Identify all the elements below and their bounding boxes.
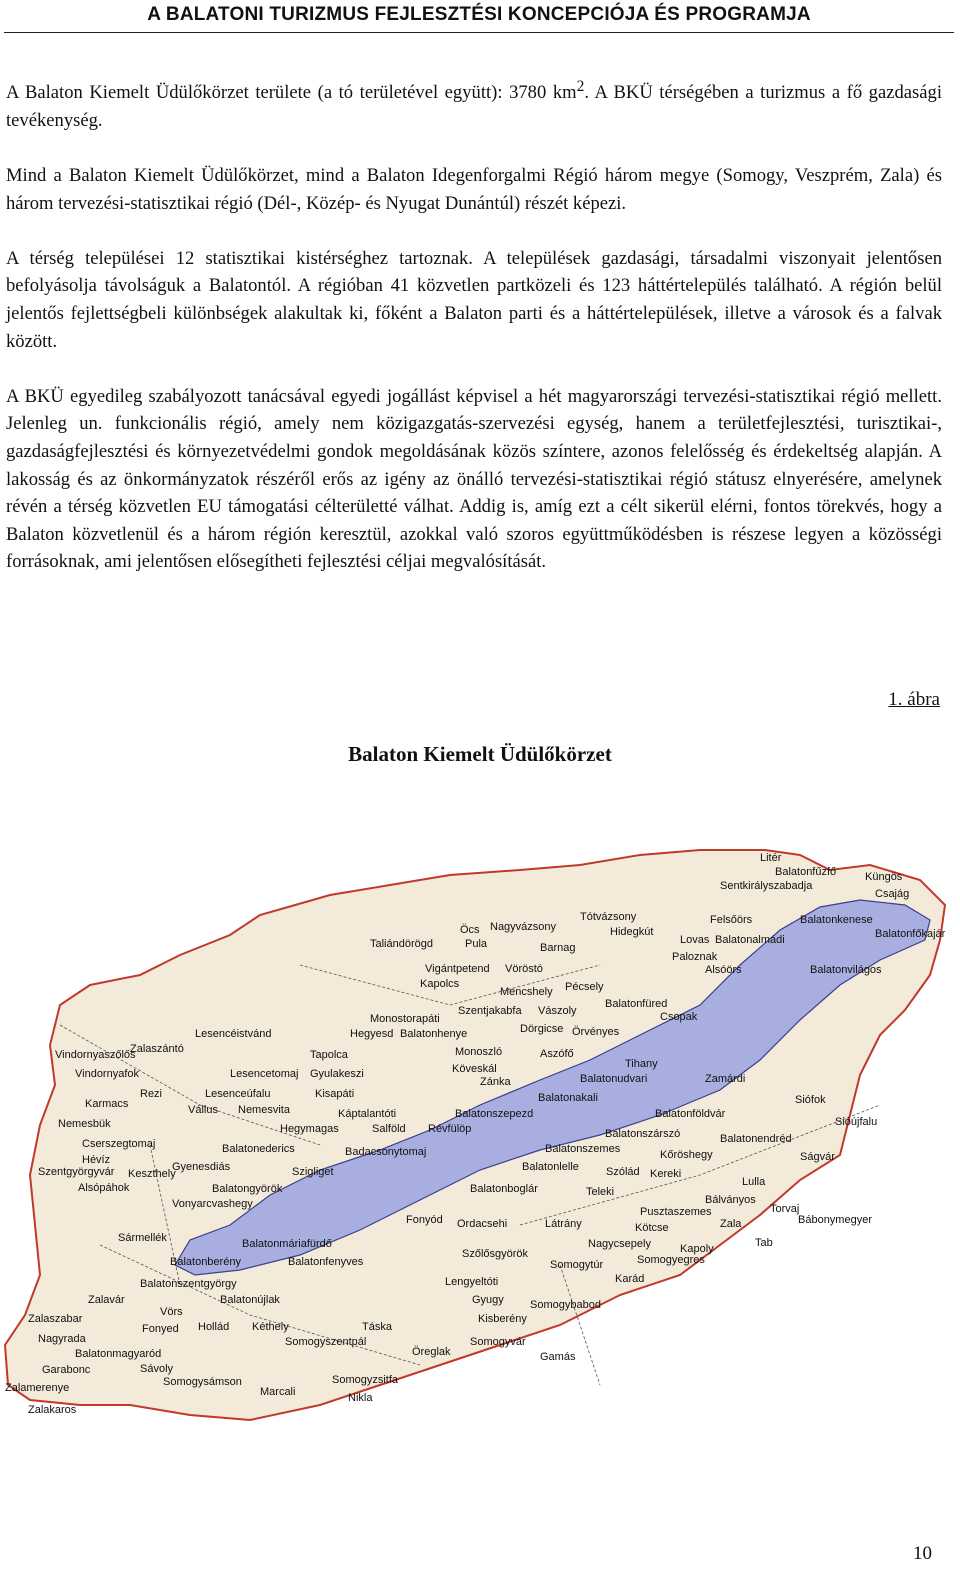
place-label: Nagyrada [38, 1333, 86, 1345]
place-label: Somogytúr [550, 1259, 604, 1271]
place-label: Vindornyafok [75, 1068, 140, 1080]
place-label: Salföld [372, 1123, 406, 1135]
place-label: Balatonszemes [545, 1143, 621, 1155]
place-label: Nemesbük [58, 1118, 111, 1130]
place-label: Öcs [460, 924, 480, 936]
place-label: Balatonlelle [522, 1161, 579, 1173]
place-label: Vállus [188, 1104, 218, 1116]
place-label: Somogyzsitfa [332, 1374, 399, 1386]
place-label: Hévíz [82, 1154, 111, 1166]
place-label: Aszófő [540, 1048, 574, 1060]
place-label: Mencshely [500, 986, 553, 998]
place-label: Monoszló [455, 1046, 503, 1058]
page-number: 10 [913, 1543, 932, 1564]
place-label: Zala [720, 1218, 742, 1230]
place-label: Pula [465, 938, 488, 950]
place-label: Kötcse [635, 1222, 669, 1234]
place-label: Siófok [795, 1094, 826, 1106]
place-label: Kisberény [478, 1313, 527, 1325]
place-label: Balatonújlak [220, 1294, 280, 1306]
place-label: Kisapáti [315, 1088, 355, 1100]
place-label: Tab [755, 1237, 773, 1249]
place-label: Látrány [545, 1218, 582, 1230]
place-label: Kapolcs [420, 978, 460, 990]
balaton-region-map [0, 845, 960, 1425]
place-label: Vörs [160, 1306, 183, 1318]
place-label: Balatonboglár [470, 1183, 538, 1195]
place-label: Zalaszabar [28, 1313, 83, 1325]
place-label: Sióújfalu [835, 1116, 878, 1128]
place-label: Nikla [348, 1392, 373, 1404]
place-label: Badacsonytomaj [345, 1146, 427, 1158]
place-label: Somogysámson [163, 1376, 242, 1388]
place-label: Taliándörögd [370, 938, 433, 950]
place-label: Szentgyörgyvár [38, 1166, 115, 1178]
place-label: Balatonszentgyörgy [140, 1278, 237, 1290]
place-label: Sármellék [118, 1232, 167, 1244]
paragraph-area-text-end: . A BKÜ térségében a turizmus a fő gazdasági tevékenység. [6, 82, 942, 131]
place-label: Tapolca [310, 1049, 348, 1061]
place-label: Pusztaszemes [640, 1206, 712, 1218]
place-label: Balatonhenye [400, 1028, 468, 1040]
place-label: Somogybabod [530, 1299, 601, 1311]
place-label: Nagyvázsony [490, 921, 557, 933]
place-label: Balatonmagyaród [75, 1348, 162, 1360]
place-label: Tótvázsony [580, 911, 637, 923]
place-label: Gyenesdiás [172, 1161, 231, 1173]
place-label: Zalaszántó [130, 1043, 184, 1055]
place-label: Vászoly [538, 1005, 577, 1017]
place-label: Hegymagas [280, 1123, 339, 1135]
place-label: Kereki [650, 1168, 682, 1180]
paragraph-bku: A BKÜ egyedileg szabályozott tanácsával egyedi jogállást képvisel a hét magyarországi tervezési-statisztikai régió mellett. Jelenleg un. funkcionális régió, amely nem közigazgatás-szervezési egység, hanem a területfejlesztési, turisztikai-, gazdaságfejlesztési és környezetvédelmi gondok megoldásának közös színtere, azonos felelősség és érdekeltség alapján. A lakosság és az önkormányzatok részéről erős az igény az önálló tervezési-statisztikai régió státusz elnyerésére, amelynek révén a térség közvetlen EU támogatási célterületté válhat. Addig is, amíg ezt a célt sikerül elérni, fontos törekvés, hogy a Balaton közvetlenül és a három régión keresztül, azokkal való szoros együttműködésben is részese legyen a közösségi forrásoknak, ami jelentősen elősegítheti fejlesztési céljai megvalósítását. [6, 385, 942, 573]
place-label: Balatonszepezd [455, 1108, 534, 1120]
place-label: Felsőörs [710, 914, 753, 926]
place-label: Szólád [606, 1166, 640, 1178]
paragraph-area [6, 73, 942, 134]
place-label: Balatonmáriafürdő [242, 1238, 332, 1250]
place-label: Nemesvita [238, 1104, 290, 1116]
place-label: Paloznak [672, 951, 718, 963]
place-label: Garabonc [42, 1364, 91, 1376]
place-label: Balatonendréd [720, 1133, 792, 1145]
place-label: Zalamerenye [5, 1382, 70, 1394]
place-label: Szőlősgyörök [462, 1248, 529, 1260]
place-label: Káptalantóti [338, 1108, 397, 1120]
place-label: Alsóörs [705, 964, 742, 976]
place-label: Zamárdi [705, 1073, 746, 1085]
place-label: Balatonföldvár [655, 1108, 726, 1120]
place-label: Somogyszentpál [285, 1336, 367, 1348]
place-label: Rezi [140, 1088, 163, 1100]
place-label: Hollád [198, 1321, 230, 1333]
place-label: Balatonvilágos [810, 964, 882, 976]
place-label: Zánka [480, 1076, 511, 1088]
place-label: Cserszegtomaj [82, 1138, 156, 1150]
place-label: Balatonfőkajár [875, 928, 946, 940]
place-label: Szigliget [292, 1166, 334, 1178]
place-label: Ságvár [800, 1151, 835, 1163]
place-label: Örvényes [572, 1026, 620, 1038]
place-label: Balatongyörök [212, 1183, 283, 1195]
place-label: Lengyeltóti [445, 1276, 499, 1288]
place-label: Lesencéistvánd [195, 1028, 272, 1040]
place-label: Vonyarcvashegy [172, 1198, 253, 1210]
place-label: Gamás [540, 1351, 576, 1363]
place-label: Keszthely [128, 1168, 176, 1180]
place-label: Révfülöp [428, 1123, 472, 1135]
place-label: Gyugy [472, 1294, 504, 1306]
place-label: Lesencetomaj [230, 1068, 299, 1080]
place-label: Balatonakali [538, 1092, 598, 1104]
place-label: Sentkirályszabadja [720, 880, 813, 892]
place-label: Ordacsehi [457, 1218, 508, 1230]
place-label: Monostorapáti [370, 1013, 440, 1025]
place-label: Kőröshegy [660, 1149, 713, 1161]
place-label: Somogyvár [470, 1336, 526, 1348]
place-label: Bálványos [705, 1194, 756, 1206]
place-label: Csajág [875, 888, 910, 900]
figure-label: 1. ábra [888, 689, 940, 710]
place-label: Karmacs [85, 1098, 129, 1110]
place-label: Balatonfenyves [288, 1256, 364, 1268]
place-label: Csopak [660, 1011, 698, 1023]
header-rule [4, 32, 954, 33]
place-label: Vöröstó [505, 963, 543, 975]
place-label: Pécsely [565, 981, 604, 993]
place-label: Balatonederics [222, 1143, 295, 1155]
place-label: Litér [760, 852, 782, 864]
place-label: Marcali [260, 1386, 296, 1398]
place-label: Bábonymegyer [798, 1214, 872, 1226]
place-label: Balatonfűzfő [775, 866, 837, 878]
place-label: Lulla [742, 1176, 766, 1188]
place-label: Kapoly [680, 1243, 714, 1255]
place-label: Lesenceúfalu [205, 1088, 271, 1100]
place-label: Teleki [586, 1186, 615, 1198]
place-label: Vindornyaszőlős [55, 1049, 136, 1061]
place-label: Balatonudvari [580, 1073, 648, 1085]
place-label: Küngös [865, 871, 903, 883]
place-label: Köveskál [452, 1063, 497, 1075]
place-label: Balatonfüred [605, 998, 668, 1010]
place-label: Kéthely [252, 1321, 289, 1333]
superscript-2: 2 [576, 78, 585, 95]
place-label: Lovas [680, 934, 710, 946]
place-label: Táska [362, 1321, 392, 1333]
body-text [6, 73, 942, 603]
place-label: Szentjakabfa [458, 1005, 522, 1017]
place-label: Fonyód [406, 1214, 443, 1226]
place-label: Balatonalmádi [715, 934, 785, 946]
place-label: Balatonszárszó [605, 1128, 681, 1140]
place-label: Tihany [625, 1058, 658, 1070]
place-label: Fonyed [142, 1323, 179, 1335]
paragraph-regions: Mind a Balaton Kiemelt Üdülőkörzet, mind a Balaton Idegenforgalmi Régió három megye (Somogy, Veszprém, Zala) és három tervezési-statisztikai régió (Dél-, Közép- és Nyugat Dunántúl) részét képezi. [6, 164, 942, 214]
place-label: Zalavár [88, 1294, 125, 1306]
place-label: Balatonkenese [800, 914, 873, 926]
place-label: Balatonberény [170, 1256, 241, 1268]
place-label: Nagycsepely [588, 1238, 651, 1250]
place-label: Barnag [540, 942, 576, 954]
place-label: Dörgicse [520, 1023, 564, 1035]
paragraph-area-text: A Balaton Kiemelt Üdülőkörzet területe (a tó területével együtt): 3780 km [6, 82, 577, 104]
place-label: Gyulakeszi [310, 1068, 364, 1080]
place-label: Torvaj [770, 1203, 800, 1215]
place-label: Hidegkút [610, 926, 654, 938]
running-header: A BALATONI TURIZMUS FEJLESZTÉSI KONCEPCIÓJA ÉS PROGRAMJA [147, 4, 811, 25]
place-label: Sávoly [140, 1363, 174, 1375]
place-label: Alsópáhok [78, 1182, 130, 1194]
place-label: Somogyegres [637, 1254, 705, 1266]
place-label: Karád [615, 1273, 645, 1285]
place-label: Öreglak [412, 1346, 451, 1358]
paragraph-settlements: A térség települései 12 statisztikai kistérséghez tartoznak. A települések gazdasági, társadalmi viszonyait jelentősen befolyásolja távolságuk a Balatontól. A régióban 41 közvetlen partközeli és 123 háttértelepülés található. A régión belül jelentős fejlettségbeli különbségek alakultak ki, főként a Balaton parti és a háttértelepülések, illetve a városok és a falvak között. [6, 247, 942, 352]
place-label: Vigántpetend [425, 963, 490, 975]
place-label: Hegyesd [350, 1028, 394, 1040]
figure-title: Balaton Kiemelt Üdülőkörzet [348, 742, 612, 766]
place-label: Zalakaros [28, 1404, 77, 1416]
